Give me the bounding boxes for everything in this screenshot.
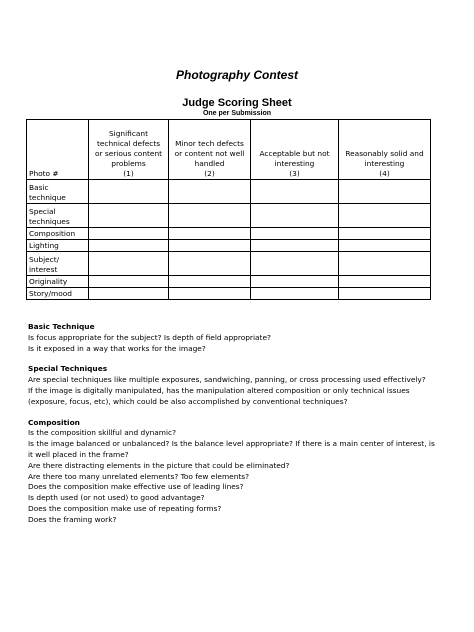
criteria-section [28, 418, 448, 526]
score-cell[interactable] [339, 276, 431, 288]
table-row [27, 204, 431, 228]
score-cell[interactable] [251, 252, 339, 276]
criterion-label-line: Story/mood [29, 289, 72, 298]
score-cell[interactable] [169, 180, 251, 204]
criterion-label [27, 252, 89, 276]
score-column-header-line: Minor tech defects [175, 139, 244, 148]
criterion-label [27, 240, 89, 252]
score-cell[interactable] [169, 204, 251, 228]
table-row [27, 180, 431, 204]
score-cell[interactable] [339, 180, 431, 204]
document-title: Photography Contest [176, 68, 298, 82]
scoring-table-body [27, 120, 431, 300]
score-cell[interactable] [89, 276, 169, 288]
section-question: Is the composition skillful and dynamic? [28, 428, 177, 438]
criteria-section [28, 322, 448, 354]
score-cell[interactable] [251, 240, 339, 252]
score-cell[interactable] [169, 276, 251, 288]
score-cell[interactable] [169, 288, 251, 300]
table-corner-label: Photo # [27, 120, 89, 180]
score-column-header-line: interesting [274, 159, 315, 168]
score-cell[interactable] [251, 180, 339, 204]
criterion-label-line: techniques [29, 217, 70, 226]
score-column-header-1 [89, 120, 169, 180]
score-cell[interactable] [251, 288, 339, 300]
section-question: Does the composition make use of repeating forms? [28, 503, 222, 513]
criterion-label-line: Originality [29, 277, 68, 286]
section-question: Does the composition make effective use of leading lines? [28, 482, 244, 492]
score-column-header-line: technical defects [96, 139, 161, 148]
score-column-header-line: (1) [123, 169, 134, 178]
section-question: Is the image balanced or unbalanced? Is the balance level appropriate? If there is a main center of interest, is [28, 439, 435, 449]
section-question: Are special techniques like multiple exposures, sandwiching, panning, or cross processing used effectively? [28, 375, 426, 385]
score-cell[interactable] [251, 276, 339, 288]
score-cell[interactable] [89, 180, 169, 204]
criterion-label-line: technique [29, 193, 66, 202]
table-row [27, 276, 431, 288]
section-question: Are there too many unrelated elements? Too few elements? [28, 471, 250, 481]
section-question: Is it exposed in a way that works for the image? [28, 343, 206, 353]
score-cell[interactable] [169, 240, 251, 252]
document-subsubtitle: One per Submission [202, 110, 272, 117]
score-column-header-line: Reasonably solid and [345, 149, 424, 158]
score-column-header-line: or serious content [94, 149, 163, 158]
score-column-header-line: Significant [108, 129, 148, 138]
criterion-label-line: Special [29, 207, 56, 216]
criterion-label [27, 228, 89, 240]
section-question: it well placed in the frame? [28, 449, 129, 459]
table-row [27, 228, 431, 240]
scoring-table [26, 119, 431, 300]
criterion-label-line: Basic [29, 183, 49, 192]
score-cell[interactable] [339, 252, 431, 276]
section-question: If the image is digitally manipulated, has the manipulation altered composition or only technical issues [28, 385, 410, 395]
score-column-header-line: or content not well [174, 149, 245, 158]
score-column-header-2 [169, 120, 251, 180]
section-question: Are there distracting elements in the picture that could be eliminated? [28, 460, 290, 470]
criterion-label-line: Lighting [29, 241, 59, 250]
criterion-label-line: interest [29, 265, 58, 274]
criteria-section [28, 364, 448, 407]
score-column-header-line: (3) [289, 169, 300, 178]
section-question: Does the framing work? [28, 514, 117, 524]
section-question: (exposure, focus, etc), which could be also accomplished by conventional techniques? [28, 396, 348, 406]
criteria-sections [28, 322, 448, 536]
score-cell[interactable] [339, 228, 431, 240]
score-cell[interactable] [339, 204, 431, 228]
score-column-header-line: problems [111, 159, 146, 168]
table-row [27, 240, 431, 252]
document-subtitle: Judge Scoring Sheet [182, 97, 292, 109]
score-cell[interactable] [169, 252, 251, 276]
section-question: Is depth used (or not used) to good advantage? [28, 493, 205, 503]
score-cell[interactable] [339, 240, 431, 252]
score-cell[interactable] [169, 228, 251, 240]
criterion-label-line: Subject/ [29, 255, 60, 264]
score-column-header-line: interesting [364, 159, 405, 168]
score-cell[interactable] [251, 228, 339, 240]
score-cell[interactable] [89, 228, 169, 240]
table-row [27, 288, 431, 300]
section-heading: Composition [28, 417, 80, 427]
criterion-label [27, 276, 89, 288]
criterion-label-line: Composition [29, 229, 76, 238]
section-heading: Special Techniques [28, 364, 108, 374]
score-column-header-3 [251, 120, 339, 180]
score-column-header-line: (2) [204, 169, 215, 178]
section-heading: Basic Technique [28, 322, 95, 331]
criterion-label [27, 204, 89, 228]
score-cell[interactable] [339, 288, 431, 300]
scoring-table-header-row [27, 120, 431, 180]
section-question: Is focus appropriate for the subject? Is depth of field appropriate? [28, 332, 271, 342]
score-cell[interactable] [89, 252, 169, 276]
score-column-header-line: (4) [379, 169, 390, 178]
score-column-header-line: Acceptable but not [259, 149, 330, 158]
score-column-header-line: handled [194, 159, 225, 168]
score-cell[interactable] [251, 204, 339, 228]
criterion-label [27, 180, 89, 204]
table-row [27, 252, 431, 276]
score-cell[interactable] [89, 240, 169, 252]
criterion-label [27, 288, 89, 300]
score-cell[interactable] [89, 204, 169, 228]
score-column-header-4 [339, 120, 431, 180]
score-cell[interactable] [89, 288, 169, 300]
